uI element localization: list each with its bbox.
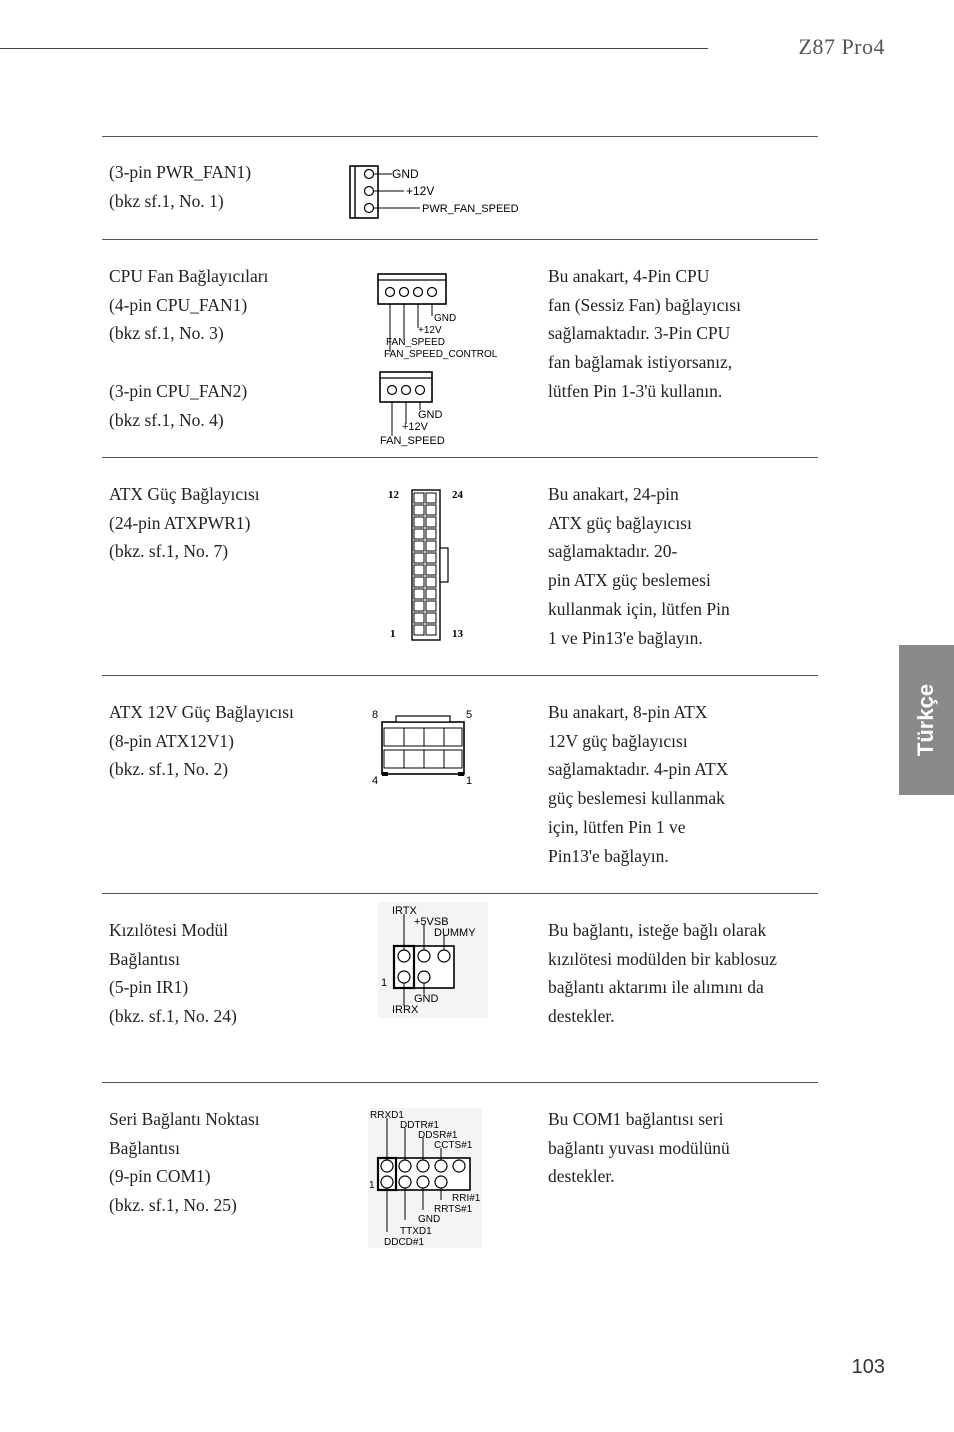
pin-8-label: 8: [372, 709, 379, 721]
atx-pin: [426, 541, 436, 551]
connector-description: Bu anakart, 24-pin ATX güç bağlayıcısı sağlamaktadır. 20- pin ATX güç beslemesi kullanmak için, lütfen Pin 1 ve Pin13'e bağlayın.: [548, 484, 730, 648]
irrx-label: IRRX: [392, 1004, 419, 1016]
pwr-fan-diagram: [348, 164, 538, 220]
table-rule: [102, 457, 818, 458]
com-pin: [399, 1176, 411, 1188]
connector-description: Bu anakart, 8-pin ATX 12V güç bağlayıcısı sağlamaktadır. 4-pin ATX güç beslemesi kullanmak için, lütfen Pin 1 ve Pin13'e bağlayın.: [548, 702, 729, 866]
5vsb-label: +5VSB: [414, 916, 449, 928]
pin-4-label: 4: [372, 775, 379, 787]
atx-pin: [414, 541, 424, 551]
atx-pin: [426, 625, 436, 635]
12v-label: +12V: [418, 325, 442, 336]
atx-24pin-diagram: [384, 486, 474, 646]
12v-label: +12V: [402, 421, 428, 433]
pin-24-label: 24: [452, 489, 463, 501]
pin-12-label: 12: [388, 489, 399, 501]
gnd-label: GND: [434, 313, 457, 324]
cpu-fan1-diagram: [376, 272, 506, 362]
connector-name: CPU Fan Bağlayıcıları (4-pin CPU_FAN1) (bkz sf.1, No. 3) (3-pin CPU_FAN2) (bkz sf.1, No. 4): [109, 266, 269, 430]
rri1-label: RRI#1: [452, 1193, 481, 1204]
atx-pin: [426, 589, 436, 599]
atx-pin: [414, 505, 424, 515]
table-rule: [102, 893, 818, 894]
header-rule: [0, 48, 708, 49]
atx-pin: [426, 505, 436, 515]
atx-pin: [426, 565, 436, 575]
cpu-fan2-diagram: [378, 370, 488, 450]
gnd-label: GND: [418, 1214, 441, 1225]
ddcd1-label: DDCD#1: [384, 1237, 425, 1248]
model-title: Z87 Pro4: [798, 34, 885, 59]
ttxd1-label: TTXD1: [400, 1226, 432, 1237]
atx-pin: [426, 577, 436, 587]
atx-pin: [414, 565, 424, 575]
atx-pin: [414, 517, 424, 527]
atx-12v-8pin-diagram: [368, 704, 478, 790]
gnd-label: GND: [414, 993, 439, 1005]
connector-name: Seri Bağlantı Noktası Bağlantısı (9-pin COM1) (bkz. sf.1, No. 25): [109, 1109, 260, 1216]
connector-name: ATX 12V Güç Bağlayıcısı (8-pin ATX12V1) (bkz. sf.1, No. 2): [109, 702, 294, 780]
pin-1-label: 1: [390, 628, 396, 640]
com-pin: [417, 1160, 429, 1172]
connector-description: Bu anakart, 4-Pin CPU fan (Sessiz Fan) bağlayıcısı sağlamaktadır. 3-Pin CPU fan bağlamak istiyorsanız, lütfen Pin 1-3'ü kullanın.: [548, 266, 741, 401]
fan-speed-control-label: FAN_SPEED_CONTROL: [384, 349, 498, 360]
com-pin: [417, 1176, 429, 1188]
atx-pin: [426, 493, 436, 503]
rrts1-label: RRTS#1: [434, 1204, 473, 1215]
dummy-label: DUMMY: [434, 927, 476, 939]
atx-pin: [414, 625, 424, 635]
gnd-label: GND: [392, 167, 419, 181]
ccts1-label: CCTS#1: [434, 1140, 473, 1151]
com-pin: [381, 1160, 393, 1172]
language-tab: [899, 645, 954, 795]
pin-1-label: 1: [466, 775, 473, 787]
rrxd1-label: RRXD1: [370, 1110, 404, 1121]
table-rule: [102, 136, 818, 137]
ir-module-diagram: [378, 902, 488, 1018]
atx-pin: [414, 589, 424, 599]
fan-speed-label: FAN_SPEED: [386, 337, 445, 348]
atx-pin: [414, 613, 424, 623]
com-pin: [381, 1176, 393, 1188]
com-pin: [435, 1160, 447, 1172]
atx-pin: [426, 517, 436, 527]
language-tab-label: Türkçe: [913, 683, 939, 757]
connector-name: Kızılötesi Modül Bağlantısı (5-pin IR1) (bkz. sf.1, No. 24): [109, 920, 237, 1027]
fan-speed-label: FAN_SPEED: [380, 435, 445, 447]
connector-name: (3-pin PWR_FAN1) (bkz sf.1, No. 1): [109, 162, 252, 211]
connector-description: Bu bağlantı, isteğe bağlı olarak kızılötesi modülden bir kablosuz bağlantı aktarımı ile alımını da destekler.: [548, 920, 777, 1027]
atx-pin: [414, 529, 424, 539]
com-pin: [399, 1160, 411, 1172]
atx-pin: [426, 553, 436, 563]
com-pin: [435, 1176, 447, 1188]
ddsr1-label: DDSR#1: [418, 1130, 458, 1141]
atx-pin: [414, 577, 424, 587]
page-number: 103: [851, 1356, 885, 1378]
table-rule: [102, 1082, 818, 1083]
com1-diagram: [368, 1108, 482, 1248]
pin-5-label: 5: [466, 709, 473, 721]
atx-pin: [426, 529, 436, 539]
atx-pin: [426, 613, 436, 623]
pin-13-label: 13: [452, 628, 463, 640]
pin-1-label: 1: [381, 977, 388, 989]
connector-description: Bu COM1 bağlantısı seri bağlantı yuvası modülünü destekler.: [548, 1109, 730, 1187]
table-rule: [102, 239, 818, 240]
irtx-label: IRTX: [392, 905, 417, 917]
atx-pin: [414, 493, 424, 503]
atx-pin: [426, 601, 436, 611]
table-rule: [102, 675, 818, 676]
atx-pin: [414, 553, 424, 563]
ddtr1-label: DDTR#1: [400, 1120, 439, 1131]
com-pin: [453, 1160, 465, 1172]
pin-1-label: 1: [369, 1180, 375, 1191]
atx-pin: [414, 601, 424, 611]
connector-name: ATX Güç Bağlayıcısı (24-pin ATXPWR1) (bkz. sf.1, No. 7): [109, 484, 260, 562]
fan-speed-label: PWR_FAN_SPEED: [422, 203, 519, 215]
12v-label: +12V: [406, 184, 435, 198]
gnd-label: GND: [418, 409, 443, 421]
